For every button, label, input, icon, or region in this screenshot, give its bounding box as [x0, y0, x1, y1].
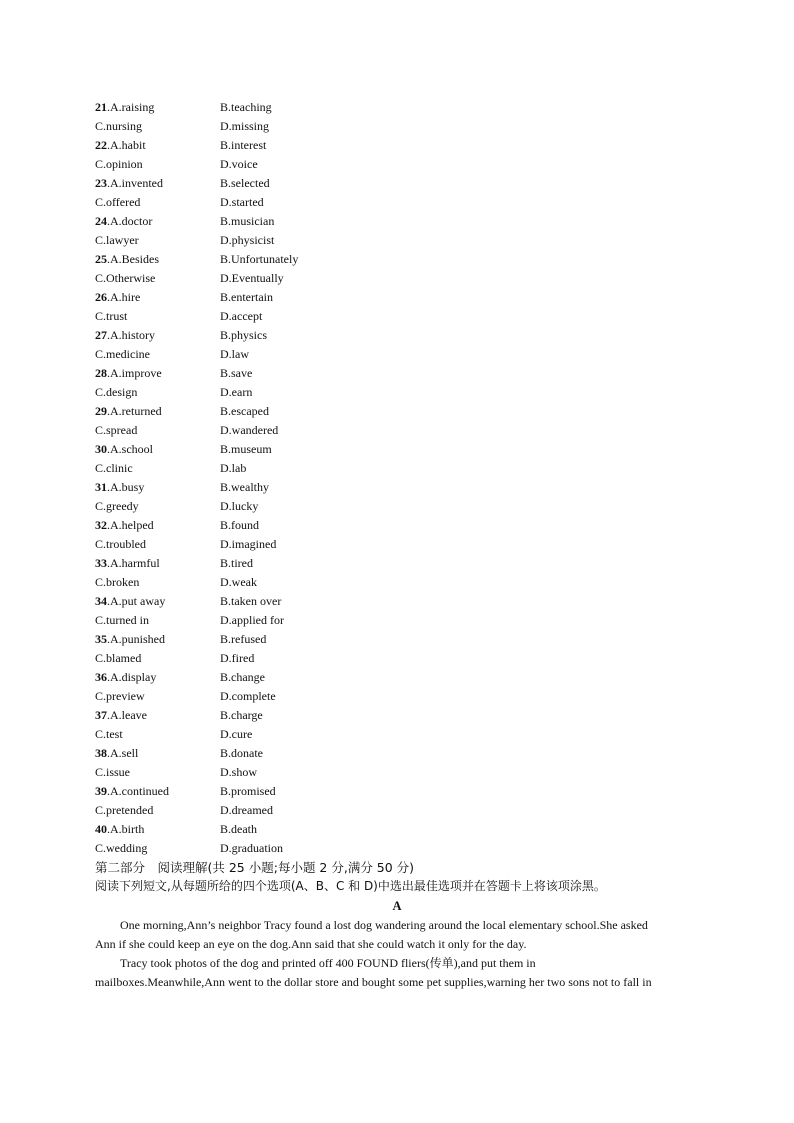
question-row-cd — [95, 307, 695, 326]
passage-paragraph-2 — [95, 954, 695, 992]
option-a — [95, 554, 160, 573]
option-d: D.earn — [220, 385, 253, 399]
passage-label: A — [392, 899, 402, 913]
option-d: D.law — [220, 347, 249, 361]
question-row — [95, 744, 695, 763]
question-row — [95, 174, 695, 193]
question-row-cd — [95, 649, 695, 668]
option-d: D.lucky — [220, 499, 259, 513]
option-b: B.promised — [220, 784, 276, 798]
option-a — [95, 744, 138, 763]
option-c: C.lawyer — [95, 233, 139, 247]
option-d: D.dreamed — [220, 803, 273, 817]
question-number: 21 — [95, 100, 107, 114]
question-row — [95, 440, 695, 459]
option-d: D.physicist — [220, 233, 275, 247]
option-b: B.charge — [220, 708, 263, 722]
question-row-cd — [95, 839, 695, 858]
option-b: B.selected — [220, 176, 270, 190]
option-a-text: .A.hire — [107, 290, 141, 304]
option-b: B.tired — [220, 556, 253, 570]
question-number: 22 — [95, 138, 107, 152]
question-number: 27 — [95, 328, 107, 342]
option-b: B.refused — [220, 632, 267, 646]
option-c: C.test — [95, 727, 123, 741]
option-a-text: .A.helped — [107, 518, 154, 532]
option-a-text: .A.history — [107, 328, 155, 342]
option-a-text: .A.leave — [107, 708, 147, 722]
option-c: C.opinion — [95, 157, 143, 171]
option-d: D.show — [220, 765, 258, 779]
question-row-cd — [95, 459, 695, 478]
option-d: D.fired — [220, 651, 255, 665]
option-b: B.teaching — [220, 100, 272, 114]
question-row — [95, 326, 695, 345]
option-d: D.complete — [220, 689, 276, 703]
option-c: C.preview — [95, 689, 145, 703]
question-number: 37 — [95, 708, 107, 722]
question-number: 34 — [95, 594, 107, 608]
option-b: B.taken over — [220, 594, 282, 608]
option-a-text: .A.birth — [107, 822, 145, 836]
question-row — [95, 364, 695, 383]
option-d: D.lab — [220, 461, 247, 475]
passage-paragraph-1 — [95, 916, 695, 954]
question-row-cd — [95, 725, 695, 744]
option-a — [95, 174, 163, 193]
question-row-cd — [95, 573, 695, 592]
question-row-cd — [95, 383, 695, 402]
option-d: D.graduation — [220, 841, 283, 855]
option-c: C.nursing — [95, 119, 143, 133]
question-row — [95, 630, 695, 649]
question-row-cd — [95, 269, 695, 288]
passage-line: Tracy took photos of the dog and printed off 400 FOUND fliers(传单),and put them in — [120, 956, 536, 970]
option-a — [95, 402, 162, 421]
option-a — [95, 478, 144, 497]
question-row — [95, 212, 695, 231]
option-b: B.entertain — [220, 290, 273, 304]
question-row-cd — [95, 117, 695, 136]
option-a-text: .A.display — [107, 670, 157, 684]
option-b: B.Unfortunately — [220, 252, 299, 266]
question-number: 24 — [95, 214, 107, 228]
question-row — [95, 478, 695, 497]
question-number: 40 — [95, 822, 107, 836]
question-number: 23 — [95, 176, 107, 190]
passage-line: Ann if she could keep an eye on the dog.Ann said that she could watch it only for the day. — [95, 937, 527, 951]
question-row — [95, 250, 695, 269]
question-row-cd — [95, 193, 695, 212]
question-row — [95, 668, 695, 687]
question-number: 38 — [95, 746, 107, 760]
option-a-text: .A.school — [107, 442, 153, 456]
question-row — [95, 554, 695, 573]
option-d: D.started — [220, 195, 264, 209]
option-d: D.imagined — [220, 537, 277, 551]
cloze-options-list — [95, 98, 695, 858]
option-d: D.Eventually — [220, 271, 284, 285]
option-d: D.missing — [220, 119, 270, 133]
question-number: 39 — [95, 784, 107, 798]
question-number: 26 — [95, 290, 107, 304]
section-instruction: 阅读下列短文,从每题所给的四个选项(A、B、C 和 D)中选出最佳选项并在答题卡上将该项涂黑。 — [95, 879, 606, 893]
question-row-cd — [95, 497, 695, 516]
question-row — [95, 288, 695, 307]
option-a-text: .A.put away — [107, 594, 166, 608]
option-c: C.spread — [95, 423, 138, 437]
option-b: B.death — [220, 822, 257, 836]
question-number: 32 — [95, 518, 107, 532]
option-a — [95, 706, 147, 725]
question-number: 36 — [95, 670, 107, 684]
question-number: 28 — [95, 366, 107, 380]
option-a-text: .A.returned — [107, 404, 162, 418]
option-a — [95, 782, 169, 801]
option-c: C.blamed — [95, 651, 142, 665]
option-c: C.Otherwise — [95, 271, 156, 285]
option-c: C.issue — [95, 765, 131, 779]
option-b: B.musician — [220, 214, 275, 228]
question-number: 29 — [95, 404, 107, 418]
option-a-text: .A.doctor — [107, 214, 153, 228]
option-a — [95, 364, 162, 383]
question-row — [95, 782, 695, 801]
question-number: 30 — [95, 442, 107, 456]
option-c: C.medicine — [95, 347, 150, 361]
question-row-cd — [95, 763, 695, 782]
option-c: C.offered — [95, 195, 141, 209]
option-d: D.weak — [220, 575, 257, 589]
option-a — [95, 326, 155, 345]
option-b: B.save — [220, 366, 253, 380]
question-row — [95, 98, 695, 117]
question-row-cd — [95, 687, 695, 706]
question-row — [95, 592, 695, 611]
option-c: C.wedding — [95, 841, 148, 855]
option-a-text: .A.harmful — [107, 556, 160, 570]
option-d: D.wandered — [220, 423, 279, 437]
option-a — [95, 668, 156, 687]
option-a-text: .A.continued — [107, 784, 169, 798]
option-b: B.museum — [220, 442, 272, 456]
option-d: D.accept — [220, 309, 263, 323]
option-a — [95, 212, 152, 231]
option-a-text: .A.invented — [107, 176, 163, 190]
option-a-text: .A.raising — [107, 100, 155, 114]
question-row-cd — [95, 345, 695, 364]
question-row-cd — [95, 535, 695, 554]
option-a — [95, 440, 153, 459]
option-a — [95, 288, 140, 307]
option-a-text: .A.improve — [107, 366, 162, 380]
option-d: D.applied for — [220, 613, 284, 627]
option-a-text: .A.habit — [107, 138, 146, 152]
option-c: C.troubled — [95, 537, 146, 551]
question-row — [95, 402, 695, 421]
option-b: B.wealthy — [220, 480, 269, 494]
option-c: C.trust — [95, 309, 128, 323]
question-row — [95, 516, 695, 535]
question-row-cd — [95, 611, 695, 630]
option-a-text: .A.busy — [107, 480, 145, 494]
question-row — [95, 820, 695, 839]
option-c: C.pretended — [95, 803, 154, 817]
option-b: B.found — [220, 518, 259, 532]
option-c: C.turned in — [95, 613, 149, 627]
option-a — [95, 516, 154, 535]
question-row-cd — [95, 231, 695, 250]
question-number: 31 — [95, 480, 107, 494]
question-number: 35 — [95, 632, 107, 646]
option-a — [95, 136, 146, 155]
option-c: C.greedy — [95, 499, 139, 513]
option-b: B.interest — [220, 138, 267, 152]
passage-line: One morning,Ann’s neighbor Tracy found a lost dog wandering around the local elementary school.She asked — [120, 918, 648, 932]
question-number: 25 — [95, 252, 107, 266]
question-row-cd — [95, 421, 695, 440]
option-d: D.voice — [220, 157, 258, 171]
option-a — [95, 98, 154, 117]
option-a-text: .A.punished — [107, 632, 165, 646]
question-number: 33 — [95, 556, 107, 570]
passage-line: mailboxes.Meanwhile,Ann went to the dollar store and bought some pet supplies,warning her two sons not to fall in — [95, 975, 652, 989]
option-c: C.clinic — [95, 461, 133, 475]
option-b: B.escaped — [220, 404, 269, 418]
question-row-cd — [95, 801, 695, 820]
option-b: B.change — [220, 670, 265, 684]
option-a — [95, 820, 144, 839]
option-d: D.cure — [220, 727, 253, 741]
option-b: B.physics — [220, 328, 268, 342]
option-a-text: .A.Besides — [107, 252, 159, 266]
option-c: C.design — [95, 385, 138, 399]
question-row-cd — [95, 155, 695, 174]
question-row — [95, 706, 695, 725]
option-a — [95, 592, 165, 611]
section-title: 第二部分 阅读理解(共 25 小题;每小题 2 分,满分 50 分) — [95, 860, 415, 875]
option-c: C.broken — [95, 575, 140, 589]
option-a-text: .A.sell — [107, 746, 139, 760]
option-b: B.donate — [220, 746, 263, 760]
option-a — [95, 630, 165, 649]
option-a — [95, 250, 159, 269]
question-row — [95, 136, 695, 155]
